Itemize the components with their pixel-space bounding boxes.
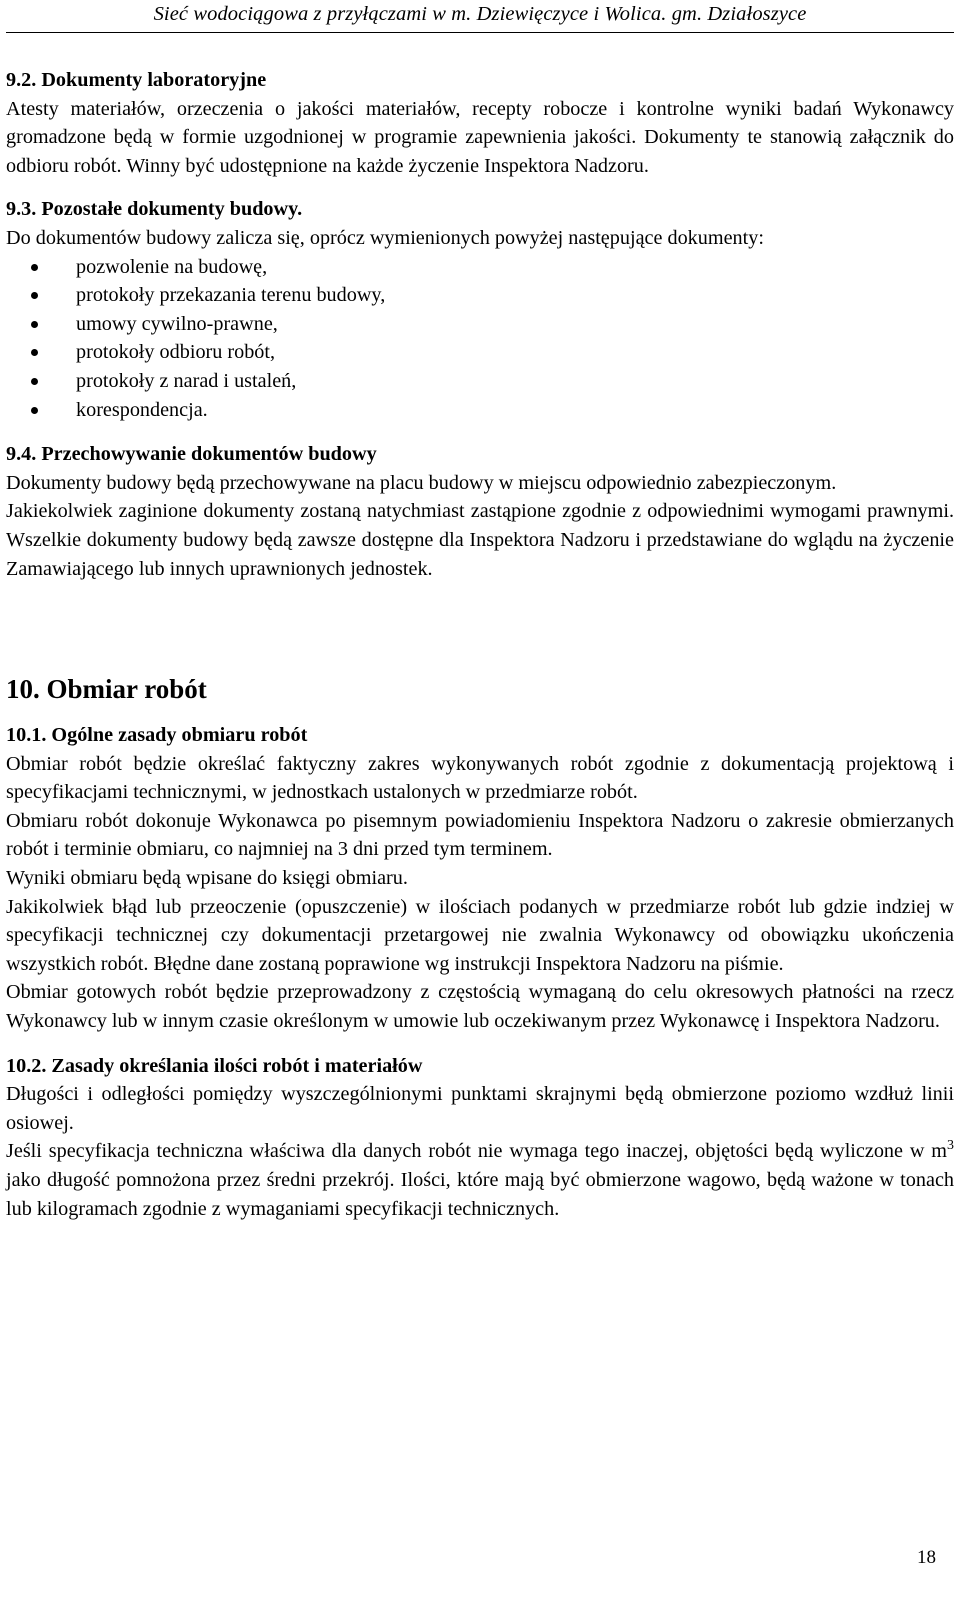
section-9-4-heading: 9.4. Przechowywanie dokumentów budowy [6, 443, 377, 466]
list-item [6, 310, 954, 339]
section-10-1-paragraph-1: Obmiar robót będzie określać faktyczny zakres wykonywanych robót zgodnie z dokumentacją projektową i specyfikacjami technicznymi, w jednostkach ustalonych w przedmiarze robót. [6, 752, 954, 804]
list-item [6, 253, 954, 282]
section-9-3-intro: Do dokumentów budowy zalicza się, oprócz wymienionych powyżej następujące dokumenty: [6, 226, 764, 249]
document-body [6, 66, 954, 1223]
section-10-2-paragraph-2 [6, 1137, 954, 1223]
section-9-4-paragraph-1: Dokumenty budowy będą przechowywane na placu budowy w miejscu odpowiednio zabezpieczonym. [6, 471, 837, 494]
section-9-4-paragraph-2: Jakiekolwiek zaginione dokumenty zostaną natychmiast zastąpione zgodnie z odpowiednimi wymogami prawnymi. Wszelkie dokumenty budowy będą zawsze dostępne dla Inspektora Nadzoru i przedstawiane do wglądu na życzenie Zamawiającego lub innych uprawnionych jednostek. [6, 500, 954, 580]
section-10-1-paragraph-5: Obmiar gotowych robót będzie przeprowadzony z częstością wymaganą do celu okresowych płatności na rzecz Wykonawcy lub w innym czasie określonym w umowie lub oczekiwanym przez Wykonawcę i Inspektora Nadzoru. [6, 981, 954, 1033]
header-title: Sieć wodociągowa z przyłączami w m. Dziewięczyce i Wolica. gm. Działoszyce [153, 3, 807, 25]
list-item [6, 281, 954, 310]
list-item-text: pozwolenie na budowę, [76, 255, 268, 278]
section-10-2-paragraph-1: Długości i odległości pomiędzy wyszczególnionymi punktami skrajnymi będą obmierzone poziomo wzdłuż linii osiowej. [6, 1083, 954, 1134]
bullet-icon [31, 378, 38, 385]
bullet-icon [31, 321, 38, 328]
section-10-1-paragraph-3: Wyniki obmiaru będą wpisane do księgi obmiaru. [6, 867, 408, 890]
section-10-1-paragraph-2: Obmiaru robót dokonuje Wykonawca po pisemnym powiadomieniu Inspektora Nadzoru o zakresie obmierzanych robót i terminie obmiaru, co najmniej na 3 dni przed tym terminem. [6, 809, 954, 861]
bullet-icon [31, 407, 38, 414]
section-10-1-heading: 10.1. Ogólne zasady obmiaru robót [6, 724, 308, 747]
page-number: 18 [917, 1547, 936, 1568]
paragraph-text-before: Jeśli specyfikacja techniczna właściwa dla danych robót nie wymaga tego inaczej, objętości będą wyliczone w m [6, 1140, 947, 1163]
page-header [0, 0, 960, 34]
section-9-3-heading: 9.3. Pozostałe dokumenty budowy. [6, 198, 303, 221]
header-rule [6, 32, 954, 33]
bullet-icon [31, 349, 38, 356]
list-item-text: protokoły odbioru robót, [76, 341, 276, 364]
superscript-exponent: 3 [947, 1138, 954, 1154]
bullet-icon [31, 264, 38, 271]
list-item-text: umowy cywilno-prawne, [76, 312, 278, 335]
section-10-1-paragraph-4: Jakikolwiek błąd lub przeoczenie (opuszczenie) w ilościach podanych w przedmiarze robót lub gdzie indziej w specyfikacji technicznej czy dokumentacji przetargowej nie zwalnia Wykonawcy od obowiązku ukończenia wszystkich robót. Błędne dane zostaną poprawione wg instrukcji Inspektora Nadzoru na piśmie. [6, 895, 954, 975]
list-item-text: protokoły z narad i ustaleń, [76, 369, 297, 392]
list-item [6, 396, 954, 425]
section-9-2-heading: 9.2. Dokumenty laboratoryjne [6, 69, 267, 91]
list-item-text: korespondencja. [76, 398, 208, 421]
list-item [6, 367, 954, 396]
section-10-heading: 10. Obmiar robót [6, 674, 207, 705]
paragraph-text-after: jako długość pomnożona przez średni przekrój. Ilości, które mają być obmierzone wagowo, będą ważone w tonach lub kilogramach zgodnie z wymaganiami specyfikacji technicznych. [6, 1169, 954, 1220]
section-10-2-heading: 10.2. Zasady określania ilości robót i materiałów [6, 1054, 423, 1077]
section-9-2-paragraph: Atesty materiałów, orzeczenia o jakości materiałów, recepty robocze i kontrolne wyniki badań Wykonawcy gromadzone będą w formie uzgodnionej w programie zapewnienia jakości. Dokumenty te stanowią załącznik do odbioru robót. Winny być udostępnione na każde życzenie Inspektora Nadzoru. [6, 97, 954, 177]
bullet-icon [31, 292, 38, 299]
documents-list [6, 253, 954, 425]
list-item [6, 338, 954, 367]
list-item-text: protokoły przekazania terenu budowy, [76, 284, 386, 307]
